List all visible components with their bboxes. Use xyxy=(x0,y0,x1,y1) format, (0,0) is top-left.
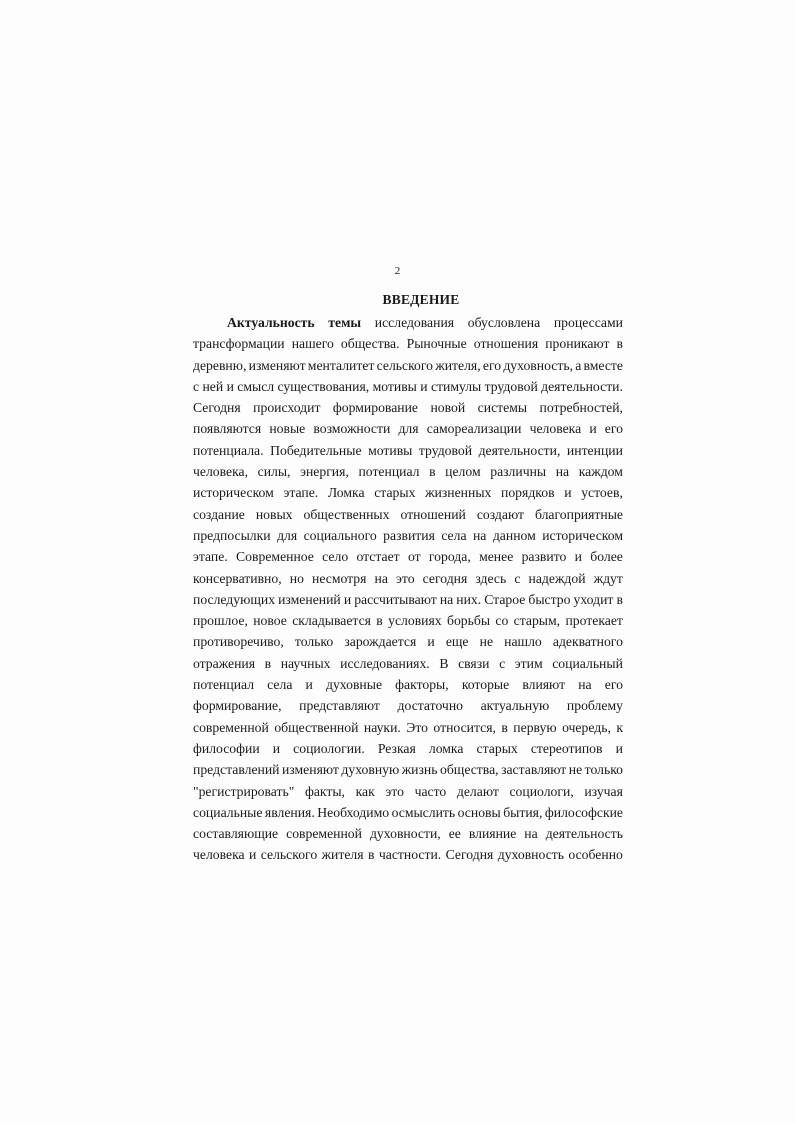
text-line xyxy=(193,653,623,674)
word: и xyxy=(249,847,257,863)
word: Актуальность xyxy=(227,315,315,330)
word: относится, xyxy=(433,719,496,735)
word: в xyxy=(264,655,272,671)
word: общественных xyxy=(303,506,390,522)
word: системы xyxy=(477,400,528,416)
word: новой xyxy=(430,400,466,416)
word: старых xyxy=(374,485,416,501)
word: в xyxy=(501,719,508,735)
word: формирование, xyxy=(193,698,282,714)
word: жизнь xyxy=(401,762,438,778)
text-line xyxy=(193,333,623,354)
word: духовные xyxy=(325,677,383,693)
word: изменяют xyxy=(281,762,339,778)
word: общества, xyxy=(439,762,499,778)
text-line xyxy=(193,695,623,716)
word: основы xyxy=(457,804,501,820)
word: вместе xyxy=(583,357,623,373)
word: новое xyxy=(253,613,287,629)
word: только xyxy=(294,634,334,650)
word: существования, xyxy=(277,378,370,394)
word: различны xyxy=(490,464,547,480)
word: сельского xyxy=(376,357,434,373)
word: и xyxy=(226,378,234,394)
word: общественной xyxy=(274,719,359,735)
word: отстает xyxy=(356,549,400,565)
word: на xyxy=(555,464,570,480)
word: заставляют xyxy=(501,762,567,778)
word: новых xyxy=(255,506,293,522)
word: потенциал xyxy=(193,677,255,693)
word: каждом xyxy=(578,464,623,480)
word: Необходимо xyxy=(317,804,390,820)
word: менталитет xyxy=(307,357,375,373)
word: деятельности. xyxy=(541,378,623,394)
word: в xyxy=(616,336,623,352)
word: очередь, xyxy=(562,719,611,735)
word: духовность, xyxy=(503,357,573,373)
word: нашло xyxy=(504,634,542,650)
word: несмотря xyxy=(312,570,367,586)
word: стереотипов xyxy=(530,740,603,756)
word: старым, xyxy=(513,613,561,629)
word: Ломка xyxy=(327,485,365,501)
word: развито xyxy=(521,549,567,565)
word: со xyxy=(495,613,509,629)
word: ее xyxy=(448,826,461,842)
word: зарождается xyxy=(344,634,417,650)
word: влияние xyxy=(468,826,517,842)
word: интенции xyxy=(566,442,623,458)
word: этим xyxy=(514,655,543,671)
word: человека, xyxy=(193,464,249,480)
word: и xyxy=(615,740,623,756)
text-line xyxy=(193,461,623,482)
text-line xyxy=(193,674,623,695)
word: силы, xyxy=(257,464,291,480)
word: Победительные xyxy=(270,442,362,458)
word: и xyxy=(589,421,597,437)
word: прошлое, xyxy=(193,613,248,629)
word: "регистрировать" xyxy=(193,783,295,799)
word: последующих xyxy=(193,591,276,607)
word: социального xyxy=(303,527,377,543)
word: этапе. xyxy=(283,485,319,501)
word: противоречиво, xyxy=(193,634,284,650)
word: духовность xyxy=(497,847,564,863)
word: и xyxy=(427,634,435,650)
word: новые xyxy=(269,421,306,437)
word: здесь xyxy=(475,570,507,586)
text-line xyxy=(193,418,623,439)
text-line xyxy=(193,525,623,546)
text-line xyxy=(193,844,623,865)
text-line xyxy=(193,312,623,333)
word: села xyxy=(441,527,467,543)
word: процессами xyxy=(553,315,623,330)
word: не xyxy=(479,634,494,650)
word: и xyxy=(574,549,582,565)
word: ней xyxy=(202,378,224,394)
word: села xyxy=(267,677,293,693)
word: изменений xyxy=(278,591,341,607)
word: Резкая xyxy=(377,740,416,756)
word: к xyxy=(616,719,623,735)
text-line xyxy=(193,781,623,802)
word: данном xyxy=(492,527,536,543)
word: исследованиях. xyxy=(340,655,430,671)
word: трансформации xyxy=(193,336,285,352)
text-line xyxy=(193,440,623,461)
text-line xyxy=(193,738,623,759)
word: с xyxy=(514,570,521,586)
text-line xyxy=(193,610,623,631)
word: складывается xyxy=(292,613,371,629)
body-paragraph xyxy=(193,312,623,866)
word: мотивы xyxy=(372,378,417,394)
word: ждут xyxy=(593,570,623,586)
word: консервативно, xyxy=(193,570,282,586)
word: бытия, xyxy=(503,804,543,820)
word: темы xyxy=(328,315,362,330)
text-line xyxy=(193,355,623,376)
word: составляющие xyxy=(193,826,279,842)
word: жителя, xyxy=(435,357,481,373)
word: в xyxy=(376,613,383,629)
word: В xyxy=(439,655,449,671)
word: современной xyxy=(286,826,362,842)
word: города, xyxy=(428,549,471,565)
word: Современное xyxy=(236,549,314,565)
word: уходит xyxy=(573,591,614,607)
word: менее xyxy=(479,549,514,565)
word: благоприятные xyxy=(534,506,623,522)
word: смысл xyxy=(237,378,275,394)
word: с xyxy=(499,655,506,671)
text-line xyxy=(193,589,623,610)
word: трудовой xyxy=(418,442,473,458)
text-line xyxy=(193,759,623,780)
word: но xyxy=(289,570,304,586)
word: духовности, xyxy=(369,826,441,842)
word: и xyxy=(564,485,572,501)
word: влияют xyxy=(522,677,566,693)
word: социальные xyxy=(193,804,263,820)
word: в xyxy=(429,464,436,480)
text-line xyxy=(193,482,623,503)
word: для xyxy=(277,527,298,543)
page-number: 2 xyxy=(394,265,401,277)
word: и xyxy=(272,740,281,756)
word: в xyxy=(616,591,623,607)
word: достаточно xyxy=(397,698,463,714)
word: деревню, xyxy=(193,357,247,373)
word: человека xyxy=(529,421,582,437)
word: на xyxy=(439,591,454,607)
word: появляются xyxy=(193,421,262,437)
text-line xyxy=(193,717,623,738)
word: энергия, xyxy=(300,464,349,480)
word: общества. xyxy=(340,336,400,352)
word: современной xyxy=(193,719,269,735)
word: борьбы xyxy=(446,613,491,629)
word: только xyxy=(584,762,623,778)
text-line xyxy=(193,631,623,652)
word: быстро xyxy=(528,591,571,607)
word: изучая xyxy=(584,783,623,799)
word: представлений xyxy=(193,762,280,778)
word: сегодня xyxy=(422,570,468,586)
word: особенно xyxy=(568,847,623,863)
word: более xyxy=(590,549,623,565)
word: Это xyxy=(406,719,428,735)
word: жителя xyxy=(321,847,364,863)
word: надеждой xyxy=(528,570,586,586)
word: историческом xyxy=(542,527,623,543)
word: старых xyxy=(476,740,518,756)
word: этапе. xyxy=(193,549,228,565)
word: деятельности, xyxy=(478,442,561,458)
word: деятельность xyxy=(545,826,623,842)
word: и xyxy=(420,378,428,394)
word: на xyxy=(524,826,538,842)
word: обусловлена xyxy=(467,315,541,330)
word: еще xyxy=(445,634,469,650)
word: отражения xyxy=(193,655,256,671)
word: потребностей, xyxy=(539,400,623,416)
word: целом xyxy=(445,464,481,480)
word: историческом xyxy=(193,485,274,501)
word: стимулы xyxy=(430,378,482,394)
text-line xyxy=(193,546,623,567)
word: потенциал xyxy=(358,464,420,480)
text-line xyxy=(193,376,623,397)
word: факты, xyxy=(304,783,345,799)
word: проникают xyxy=(545,336,610,352)
word: Старое xyxy=(484,591,526,607)
word: с xyxy=(193,378,200,394)
word: его xyxy=(604,677,623,693)
text-line xyxy=(193,504,623,525)
word: на xyxy=(472,527,487,543)
word: проблему xyxy=(566,698,623,714)
word: на xyxy=(578,677,592,693)
word: для xyxy=(398,421,419,437)
word: создание xyxy=(193,506,245,522)
word: духовную xyxy=(341,762,400,778)
word: делают xyxy=(456,783,499,799)
word: социальный xyxy=(552,655,623,671)
word: его xyxy=(482,357,502,373)
word: не xyxy=(568,762,583,778)
word: Рыночные xyxy=(406,336,467,352)
word: отношений xyxy=(400,506,466,522)
word: происходит xyxy=(253,400,321,416)
word: предпосылки xyxy=(193,527,271,543)
word: а xyxy=(575,357,582,373)
word: и xyxy=(343,591,352,607)
word: это xyxy=(396,570,415,586)
word: Сегодня xyxy=(445,847,494,863)
word: исследования xyxy=(374,315,455,330)
word: связи xyxy=(458,655,490,671)
word: отношения xyxy=(473,336,539,352)
word: его xyxy=(604,421,623,437)
word: на xyxy=(374,570,388,586)
section-heading: ВВЕДЕНИЕ xyxy=(382,292,460,307)
text-line xyxy=(193,397,623,418)
word: Сегодня xyxy=(193,400,241,416)
word: создают xyxy=(476,506,524,522)
word: условиях xyxy=(388,613,442,629)
word: частности. xyxy=(378,847,442,863)
text-line xyxy=(193,568,623,589)
text-line xyxy=(193,802,623,823)
word: философские xyxy=(544,804,623,820)
word: сельского xyxy=(260,847,318,863)
word: представляют xyxy=(299,698,380,714)
word: порядков xyxy=(501,485,555,501)
word: изменяют xyxy=(248,357,306,373)
word: науки. xyxy=(363,719,401,735)
word: как xyxy=(355,783,375,799)
word: которые xyxy=(461,677,510,693)
word: ломка xyxy=(428,740,464,756)
word: осмыслить xyxy=(391,804,456,820)
word: и xyxy=(305,677,313,693)
word: нашего xyxy=(291,336,334,352)
word: социологи, xyxy=(509,783,574,799)
word: от xyxy=(407,549,421,565)
word: адекватного xyxy=(552,634,623,650)
word: явления. xyxy=(264,804,315,820)
word: устоев, xyxy=(581,485,623,501)
word: мотивы xyxy=(368,442,413,458)
word: возможности xyxy=(313,421,391,437)
word: самореализации xyxy=(426,421,522,437)
word: это xyxy=(385,783,404,799)
word: научных xyxy=(280,655,331,671)
word: протекает xyxy=(565,613,623,629)
word: развития xyxy=(383,527,435,543)
word: первую xyxy=(513,719,557,735)
word: рассчитывают xyxy=(354,591,437,607)
word: потенциала. xyxy=(193,442,264,458)
word: социологии. xyxy=(293,740,365,756)
word: трудовой xyxy=(484,378,538,394)
word: жизненных xyxy=(425,485,492,501)
word: в xyxy=(367,847,375,863)
word: актуальную xyxy=(480,698,550,714)
word: человека xyxy=(193,847,245,863)
word: часто xyxy=(414,783,447,799)
text-line xyxy=(193,823,623,844)
word: факторы, xyxy=(395,677,449,693)
word: философии xyxy=(193,740,260,756)
word: формирование xyxy=(332,400,419,416)
word: село xyxy=(322,549,349,565)
word: них. xyxy=(456,591,482,607)
